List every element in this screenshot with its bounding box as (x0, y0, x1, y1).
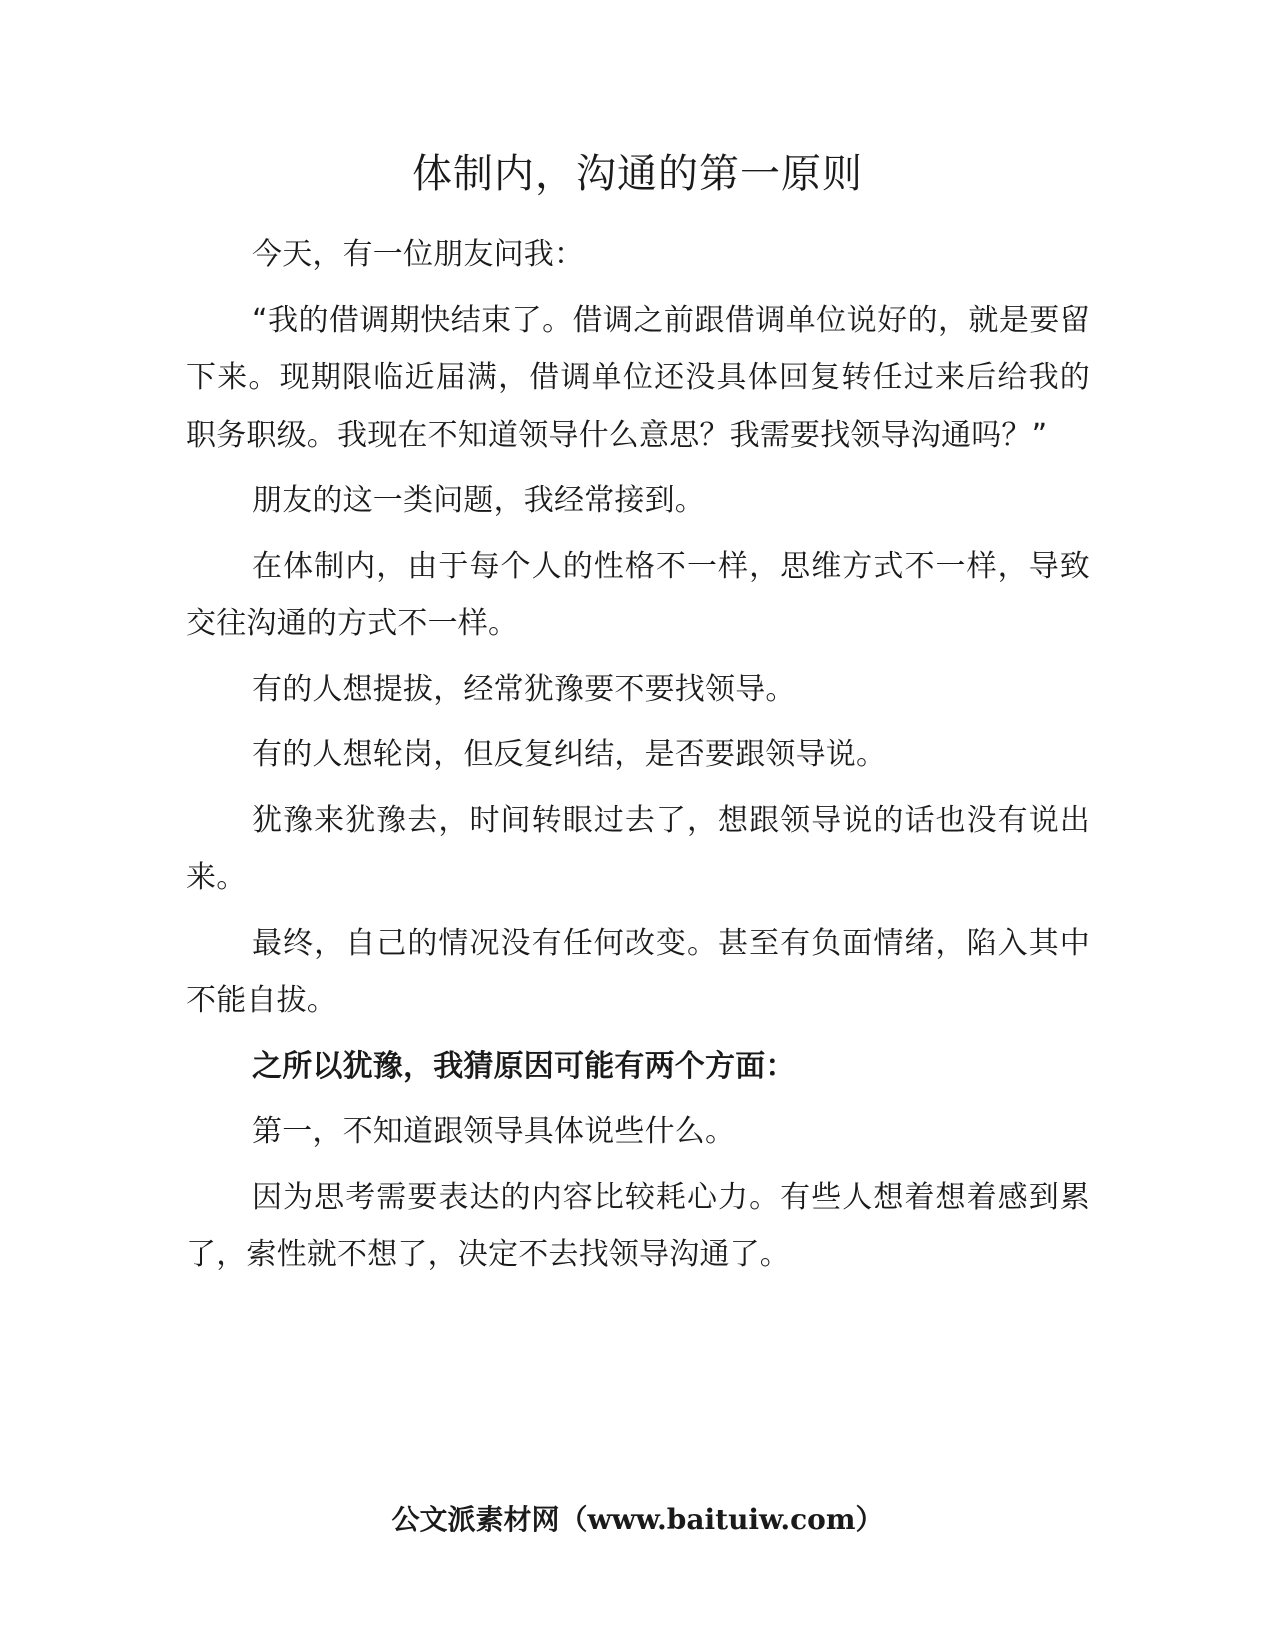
paragraph-3: 朋友的这一类问题，我经常接到。 (252, 483, 705, 518)
paragraph-1: 今天，有一位朋友问我： (252, 237, 585, 272)
paragraph-10: 第一，不知道跟领导具体说些什么。 (252, 1114, 736, 1149)
paragraph-6: 有的人想轮岗，但反复纠结，是否要跟领导说。 (252, 737, 887, 772)
paragraph-11: 因为思考需要表达的内容比较耗心力。有些人想着想着感到累了，索性就不想了，决定不去找领导沟通了。 (186, 1179, 1090, 1272)
document-title: 体制内，沟通的第一原则 (412, 151, 863, 197)
paragraph-5: 有的人想提拔，经常犹豫要不要找领导。 (252, 671, 796, 707)
paragraph-7: 犹豫来犹豫去，时间转眼过去了，想跟领导说的话也没有说出来。 (186, 802, 1090, 895)
document-body (186, 226, 1090, 1292)
paragraph-4: 在体制内，由于每个人的性格不一样，思维方式不一样，导致交往沟通的方式不一样。 (186, 548, 1090, 641)
paragraph-8: 最终，自己的情况没有任何改变。甚至有负面情绪，陷入其中不能自拔。 (186, 925, 1090, 1018)
footer-watermark: 公文派素材网（www.baituiw.com） (391, 1503, 884, 1536)
paragraph-2: “我的借调期快结束了。借调之前跟借调单位说好的，就是要留下来。现期限临近届满，借调单位还没具体回复转任过来后给我的职务职级。我现在不知道领导什么意思？我需要找领导沟通吗？” (186, 302, 1090, 453)
paragraph-9: 之所以犹豫，我猜原因可能有两个方面： (252, 1048, 796, 1084)
